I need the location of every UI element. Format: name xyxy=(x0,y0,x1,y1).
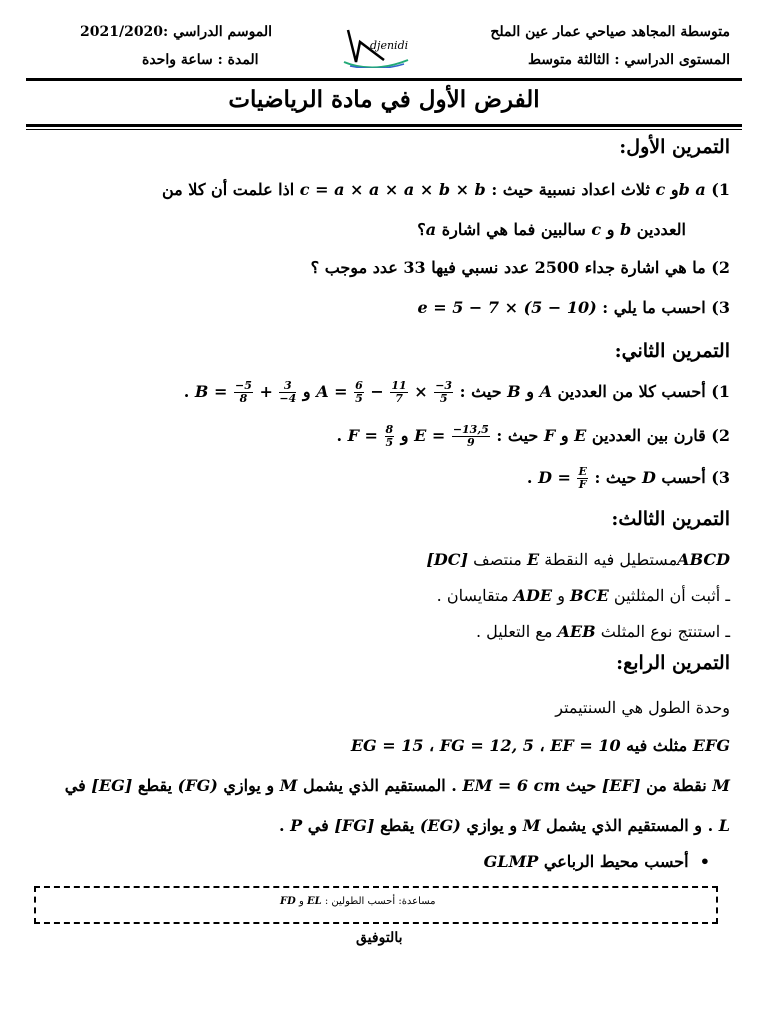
ex4-line-3: M نقطة من [EF] حيث EM = 6 cm . المستقيم الذي يشمل M و يوازي (FG) يقطع [EG] في xyxy=(64,776,730,795)
ex2-question-2: 2) قارن بين العددين E و F حيث : E = $\frac{-13,5}{9}$ و F = $\frac{8}{5}$ . xyxy=(336,423,730,449)
title-divider-bottom xyxy=(26,129,742,130)
closing-text: بالتوفيق xyxy=(356,930,403,946)
page-title: الفرض الأول في مادة الرياضيات xyxy=(228,86,540,113)
ex2-question-1: 1) أحسب كلا من العددين A و B حيث : A = $\frac{6}{5}$ − $\frac{11}{7}$ × $\frac{-3}{5}$ و B = $\frac{-5}{8}$ + $\frac{3}{-4}$ . xyxy=(183,379,730,405)
ex1-question-1-cont: العددين b و c سالبين فما هي اشارة a؟ xyxy=(417,220,686,239)
ex3-line-1: ABCDمستطيل فيه النقطة E منتصف [DC] xyxy=(426,550,730,569)
school-logo xyxy=(328,22,418,68)
bullet-icon: • xyxy=(699,852,710,871)
ex3-line-2: ـ أثبت أن المثلثين BCE و ADE متقايسان . xyxy=(436,586,730,605)
title-divider-top xyxy=(26,124,742,127)
school-year: الموسم الدراسي :2021/2020 xyxy=(80,24,273,40)
ex4-line-4: L . و المستقيم الذي يشمل M و يوازي (EG) يقطع [FG] في P . xyxy=(279,816,730,835)
exercise-1-heading: التمرين الأول: xyxy=(619,136,730,158)
exercise-4-heading: التمرين الرابع: xyxy=(616,652,730,674)
ex4-line-2: EFG مثلث فيه EF = 10 ، FG = 12, 5 ، EG = 15 xyxy=(350,736,730,755)
school-name: متوسطة المجاهد صياحي عمار عين الملح xyxy=(490,24,730,40)
exam-duration: المدة : ساعة واحدة xyxy=(142,52,259,68)
exercise-2-heading: التمرين الثاني: xyxy=(614,340,730,362)
ex4-bullet: • أحسب محيط الرباعي GLMP xyxy=(483,852,710,871)
ex3-line-3: ـ استنتج نوع المثلث AEB مع التعليل . xyxy=(475,622,730,641)
header-divider xyxy=(26,78,742,81)
ex1-question-3: 3) احسب ما يلي : e = 5 − 7 × (5 − 10) xyxy=(417,298,730,317)
help-text: مساعدة: أحسب الطولين : EL و FD xyxy=(280,896,436,907)
ex1-question-1: 1) a bو c ثلاث اعداد نسبية حيث : c = a × a × a × b × b اذا علمت أن كلا من xyxy=(161,180,730,199)
logo-text: djenidi xyxy=(370,39,409,52)
class-level: المستوى الدراسي : الثالثة متوسط xyxy=(528,52,730,68)
exercise-3-heading: التمرين الثالث: xyxy=(611,508,730,530)
ex4-line-1: وحدة الطول هي السنتيمتر xyxy=(555,698,730,717)
ex2-question-3: 3) أحسب D حيث : D = $\frac{E}{F}$ . xyxy=(526,465,730,491)
ex1-question-2: 2) ما هي اشارة جداء 2500 عدد نسبي فيها 33 عدد موجب ؟ xyxy=(310,258,730,277)
